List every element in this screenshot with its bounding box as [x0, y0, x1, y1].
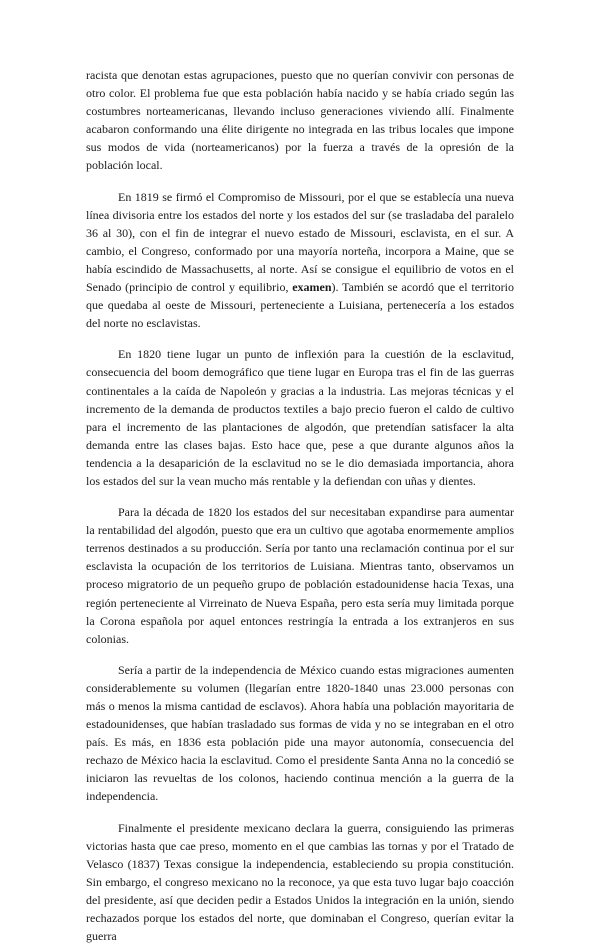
paragraph-2-text-after: ). También se acordó que el territorio que quedaba al oeste de Missouri, perteneciente a Luisiana, pertenecería a los estados del norte no esclavistas. [86, 280, 515, 331]
paragraph-5: Sería a partir de la independencia de México cuando estas migraciones aumenten considerablemente su volumen (llegarían entre 1820-1840 unas 23.000 personas con más o menos la misma cantidad de esclavos). Ahora había una población mayoritaria de estadounidenses, que habían trasladado sus formas de vida y no se integraban en el otro país. Es más, en 1836 esta población pide una mayor autonomía, consecuencia del rechazo de México hacia la esclavitud. Como el presidente Santa Anna no la concedió se iniciaron las revueltas de los colonos, haciendo continua mención a la guerra de la independencia. [86, 662, 514, 804]
paragraph-2 [86, 188, 514, 333]
paragraph-4: Para la década de 1820 los estados del sur necesitaban expandirse para aumentar la rentabilidad del algodón, puesto que era un cultivo que agotaba enormemente amplios terrenos destinados a su producción. Sería por tanto una reclamación continua por el sur esclavista la ocupación de los territorios de Luisiana. Mientras tanto, observamos un proceso migratorio de un pequeño grupo de población estadounidense hacia Texas, una región perteneciente al Virreinato de Nueva España, pero esta sería muy limitada porque la Corona española por aquel entonces restringía la entrada a los extranjeros en sus colonias. [86, 505, 514, 646]
bold-term-examen: examen [292, 280, 332, 295]
paragraph-2-text-before: En 1819 se firmó el Compromiso de Missouri, por el que se establecía una nueva línea divisoria entre los estados del norte y los estados del sur (se trasladaba del paralelo 36 al 30), con el fin de integrar el nuevo estado de Missouri, esclavista, en el sur. A cambio, el Congreso, conformado por una mayoría norteña, incorpora a Maine, que se había escindido de Massachusetts, al norte. Así se consigue el equilibrio de votos en el Senado (principio de control y equilibrio, [86, 189, 514, 295]
paragraph-3: En 1820 tiene lugar un punto de inflexión para la cuestión de la esclavitud, consecuencia del boom demográfico que tiene lugar en Europa tras el fin de las guerras continentales a la caída de Napoleón y gracias a la industria. Las mejoras técnicas y el incremento de la demanda de productos textiles a bajo precio fueron el caldo de cultivo para el incremento de las plantaciones de algodón, que pretendían satisfacer la alta demanda entre las clases bajas. Esto hace que, pese a que durante algunos años la tendencia a la desaparición de la esclavitud no se le dio demasiada importancia, ahora los estados del sur la vean mucho más rentable y la defiendan con uñas y dientes. [86, 347, 514, 488]
paragraph-1: racista que denotan estas agrupaciones, puesto que no querían convivir con personas de otro color. El problema fue que esta población había nacido y se había criado según las costumbres norteamericanas, llevando incluso generaciones viviendo allí. Finalmente acabaron conformando una élite dirigente no integrada en las tribus locales que impone sus modos de vida (norteamericanos) por la fuerza a través de la opresión de la población local. [86, 68, 514, 173]
paragraph-6: Finalmente el presidente mexicano declara la guerra, consiguiendo las primeras victorias hasta que cae preso, momento en el que cambias las tornas y por el Tratado de Velasco (1837) Texas consigue la independencia, estableciendo su propia constitución. Sin embargo, el congreso mexicano no la reconoce, ya que esta tuvo lugar bajo coacción del presidente, así que deciden pedir a Estados Unidos la integración en la unión, siendo rechazados porque los estados del norte, que dominaban el Congreso, querían evitar la guerra [86, 820, 514, 944]
